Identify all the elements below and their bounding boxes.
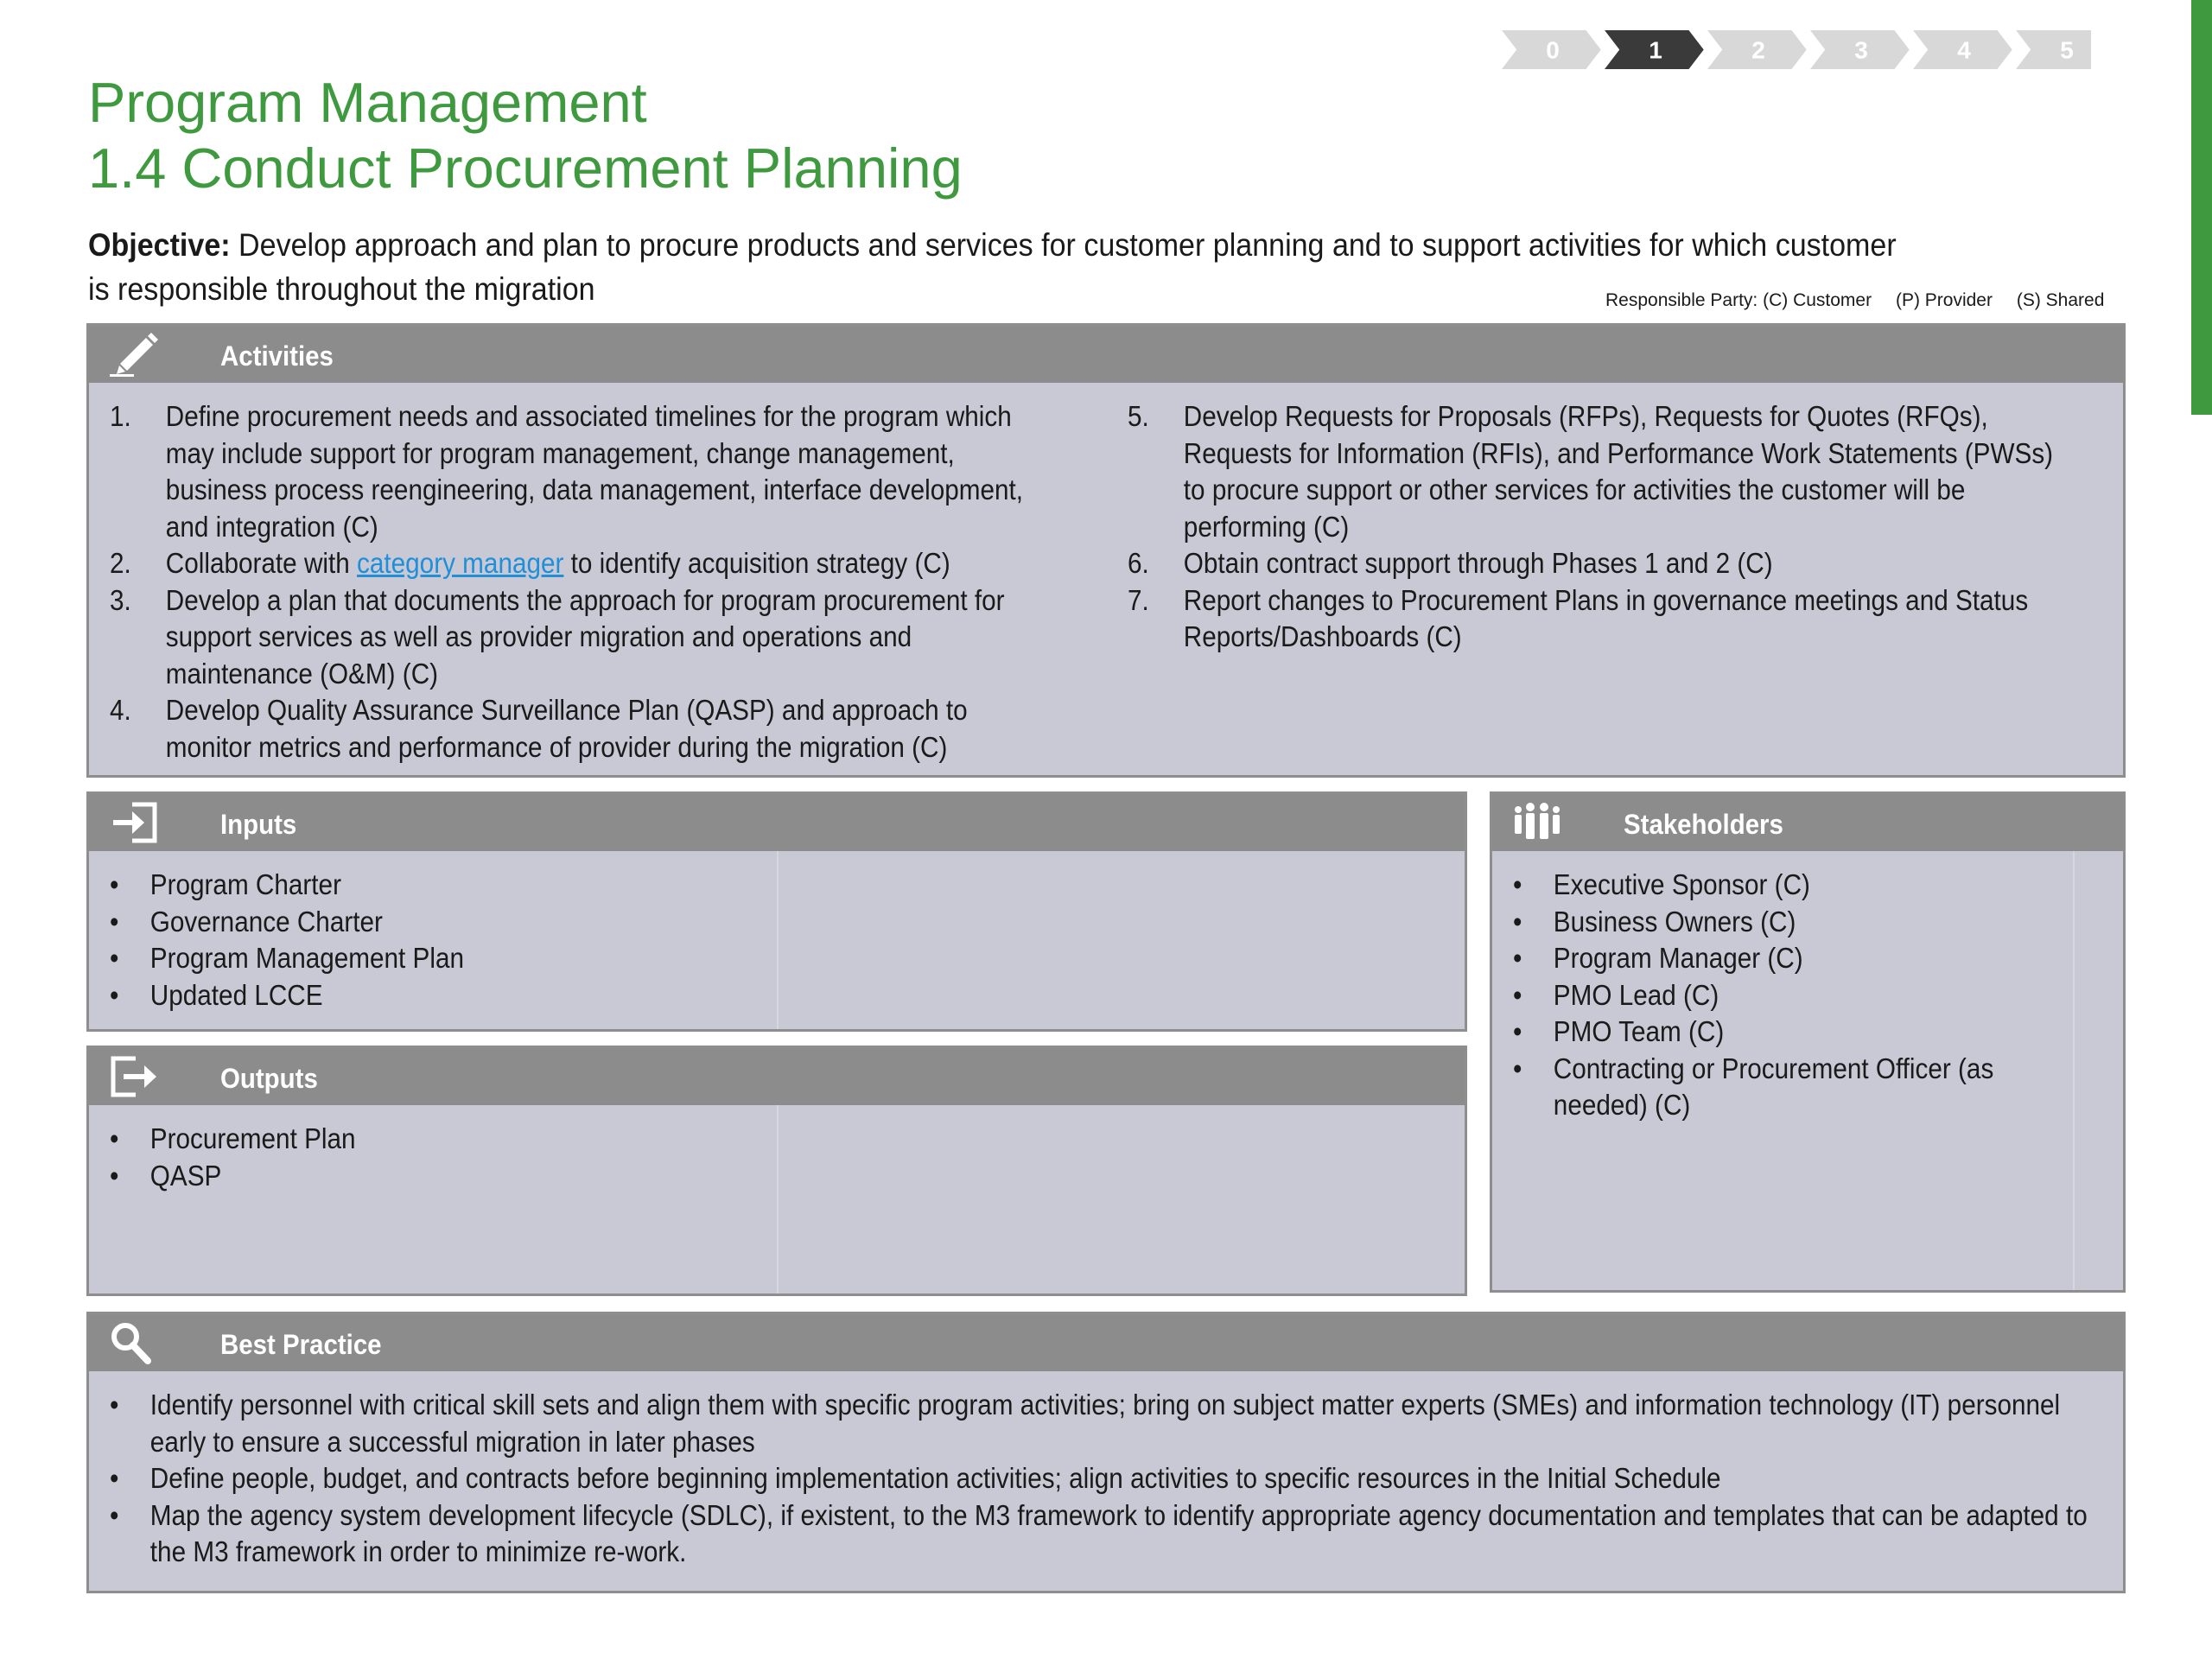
activity-number: 4. [110,694,131,726]
best-practice-list-container [110,1387,2116,1571]
category-manager-link[interactable]: category manager [357,547,564,579]
activity-text: Develop Requests for Proposals (RFPs), Requests for Quotes (RFQs), Requests for Information (RFIs), and Performance Work Statements (PWSs) to procure support or other services for activities the customer will be performing (C) [1183,400,2054,543]
output-item: • QASP [110,1158,701,1195]
phase-label-0: 0 [1546,36,1560,64]
phase-label-3: 3 [1854,36,1868,64]
activity-item [110,582,1043,693]
best-practice-header [89,1314,2123,1371]
stakeholder-item: • PMO Lead (C) [1513,977,2042,1014]
inputs-title: Inputs [220,809,297,840]
input-item: • Program Charter [110,867,701,904]
activity-text: to identify acquisition strategy (C) [563,547,950,579]
activity-number: 6. [1128,547,1149,579]
legend-provider: (P) Provider [1895,290,1993,310]
activity-text: Obtain contract support through Phases 1 and 2 (C) [1183,547,1773,579]
pencil-icon [106,331,162,378]
activity-item [1128,398,2061,545]
side-accent-bar [2191,0,2212,415]
phase-navigation [1500,29,2091,70]
stakeholder-item: • Executive Sponsor (C) [1513,867,2042,904]
best-practice-item: • Define people, budget, and contracts before beginning implementation activities; align activities to specific resources in the Initial Schedule [110,1460,2116,1497]
magnifier-icon [106,1319,162,1366]
stakeholder-item: • PMO Team (C) [1513,1014,2042,1051]
outputs-list-container [110,1121,701,1194]
activity-number: 2. [110,547,131,579]
phase-label-4: 4 [1957,36,1971,64]
activity-item [110,692,1043,766]
activity-item [1128,582,2061,656]
objective-label: Objective: [88,227,231,263]
activity-item [110,398,1043,545]
best-practice-item: • Map the agency system development lifecycle (SDLC), if existent, to the M3 framework to identify appropriate agency documentation and templates that can be adapted to the M3 framework in order to minimize re-work. [110,1497,2116,1571]
stakeholders-panel [1490,791,2126,1293]
outputs-panel [86,1046,1467,1296]
best-practice-title: Best Practice [220,1329,382,1360]
legend-customer: Responsible Party: (C) Customer [1605,290,1872,310]
best-practice-panel [86,1312,2126,1593]
activities-header [89,326,2123,383]
outputs-title: Outputs [220,1063,318,1094]
responsible-party-legend [1605,290,2123,311]
activities-panel [86,323,2126,778]
output-item: • Procurement Plan [110,1121,701,1158]
best-practice-item: • Identify personnel with critical skill sets and align them with specific program activities; bring on subject matter experts (SMEs) and information technology (IT) personnel early to ensure a successful migration in later phases [110,1387,2116,1460]
activity-text: Develop a plan that documents the approach for program procurement for support services as well as provider migration and operations and maintenance (O&M) (C) [165,583,1005,690]
stakeholders-header [1492,794,2123,851]
input-item: • Governance Charter [110,904,701,941]
sign-out-icon [106,1053,162,1100]
stakeholders-divider [2073,851,2075,1290]
activity-text: Define procurement needs and associated timelines for the program which may include support for program management, change management, business process reengineering, data management, interface development, and integration (C) [165,400,1024,543]
inputs-header [89,794,1465,851]
activities-right-column [1128,398,2061,656]
activity-text: Report changes to Procurement Plans in governance meetings and Status Reports/Dashboards (C) [1183,583,2029,652]
activities-title: Activities [220,340,334,372]
activity-number: 3. [110,583,131,616]
sign-in-icon [106,799,162,846]
page-title: Program Management [88,71,647,134]
people-icon [1510,799,1565,846]
stakeholders-title: Stakeholders [1624,809,1783,840]
stakeholder-item: • Program Manager (C) [1513,940,2042,977]
phase-chevron-5[interactable] [2014,29,2091,70]
phase-label-5: 5 [2060,36,2074,64]
input-item: • Updated LCCE [110,977,701,1014]
activity-item [110,545,1043,582]
activity-number: 1. [110,400,131,432]
outputs-divider [777,1105,779,1294]
phase-label-1: 1 [1649,36,1662,64]
stakeholders-list-container [1513,867,2042,1124]
inputs-list-container [110,867,701,1014]
objective-text: Develop approach and plan to procure products and services for customer planning and to support activities for which customer is responsible throughout the migration [88,227,1897,307]
inputs-divider [777,851,779,1029]
outputs-header [89,1048,1465,1105]
input-item: • Program Management Plan [110,940,701,977]
stakeholder-item: • Business Owners (C) [1513,904,2042,941]
inputs-panel [86,791,1467,1032]
page-subtitle: 1.4 Conduct Procurement Planning [88,137,963,200]
legend-shared: (S) Shared [2016,290,2105,310]
activity-item [1128,545,2061,582]
activities-left-column [110,398,1043,766]
activity-number: 7. [1128,583,1149,616]
activity-text: Collaborate with [165,547,358,579]
phase-label-2: 2 [1751,36,1765,64]
phase-chevrons [1500,29,2091,70]
stakeholder-item: • Contracting or Procurement Officer (as needed) (C) [1513,1051,2042,1124]
activity-number: 5. [1128,400,1149,432]
activity-text: Develop Quality Assurance Surveillance Plan (QASP) and approach to monitor metrics and performance of provider during the migration (C) [165,694,968,763]
